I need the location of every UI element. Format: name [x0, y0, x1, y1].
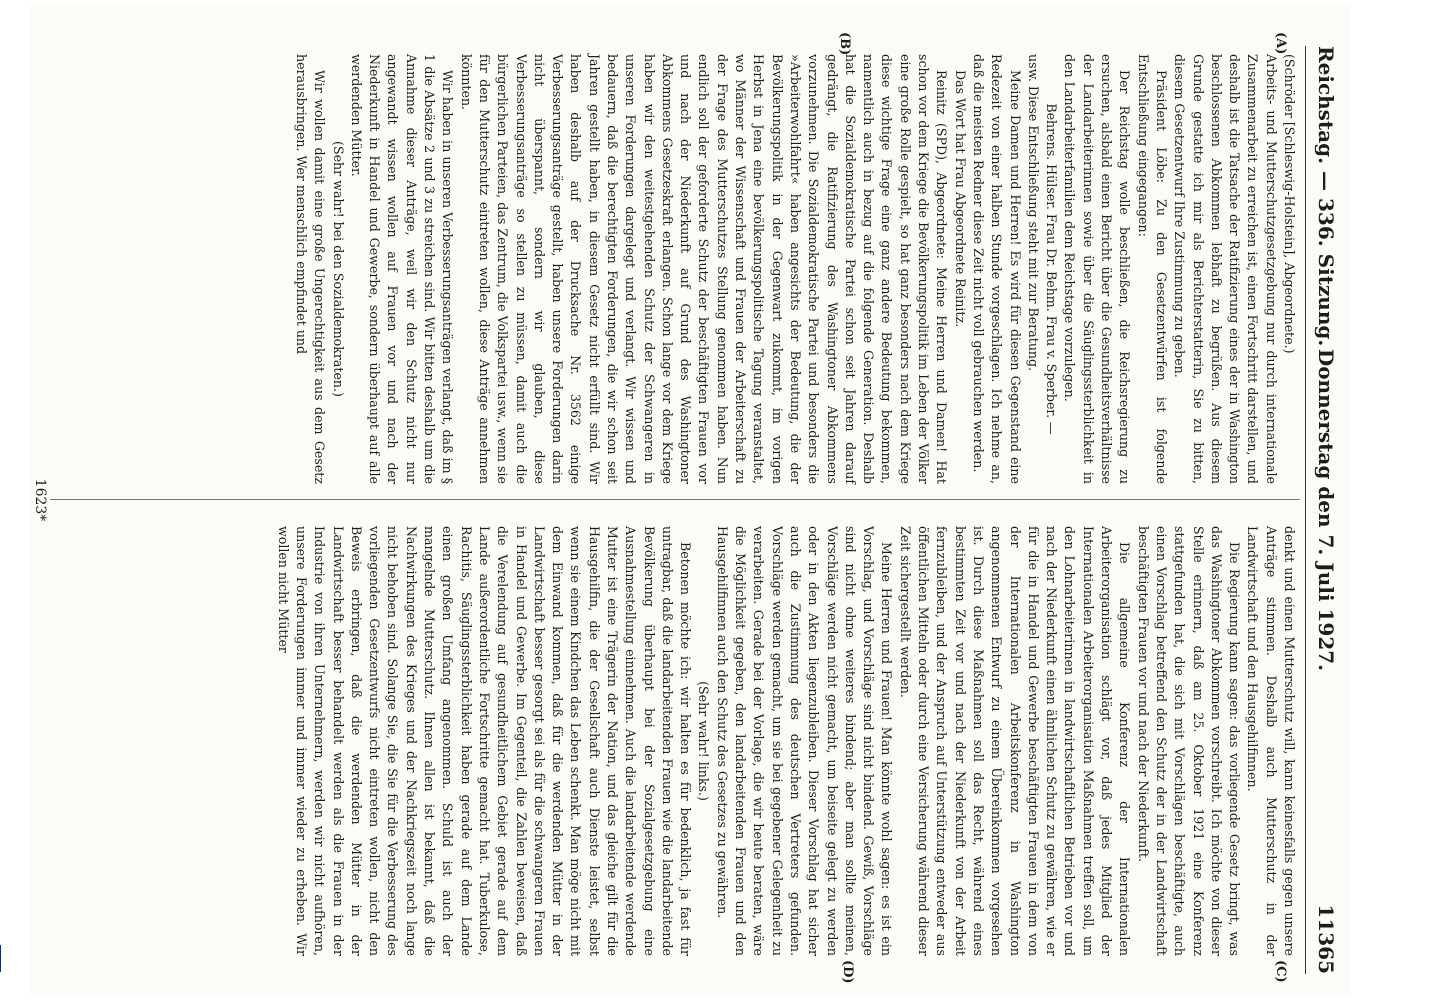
header-rule	[1305, 46, 1306, 974]
credit-line	[0, 0, 4, 972]
margin-mark-b: (B)	[837, 32, 852, 56]
speech-reinitz: Reinitz (SPD), Abgeordnete: Meine Herren und Damen! Hat schon vor dem Kriege die Bevölkerungspolitik im Leben der Völker eine große Rolle gespielt, so hat ganz besonders nach dem Kriege diese wichtige Frage eine ganz andere Bedeutung bekommen, namentlich auch in bezug auf die folgende Generation. Deshalb hat die Sozialdemokratische Partei schon seit Jahren darauf gedrängt, die Ratifizierung des Washingtoner Abkommens vorzunehmen. Die Sozialdemokratische Partei und besonders die »Arbeiterwohlfahrt« haben angesichts der Bedeutung, die der Bevölkerungspolitik in der Gegenwart zukommt, im vorigen Herbst in Jena eine bevölkerungspolitische Tagung veranstaltet, wo Männer der Wissenschaft und Frauen der Arbeiterschaft zu der Frage des Mutterschutzes Stellung genommen haben. Nun endlich soll der geforderte Schutz der beschäftigten Frauen vor und nach der Niederkunft auf Grund des Washingtoner Abkommens Gesetzeskraft erlangen. Schon lange vor dem Kriege haben wir den weitestgehenden Schutz der Schwangeren in unseren Forderungen dargelegt und verlangt. Wir wissen und bedauern, daß die berechtigten Forderungen, die wir schon seit Jahren gestellt haben, in diesem Gesetz nicht erfüllt sind. Wir haben deshalb auf der Drucksache Nr. 3562 einige Verbesserungsanträge gestellt, haben unsere Forderungen darin nicht überspannt, sondern wir glauben, diese Verbesserungsanträge so stellen zu müssen, damit auch die bürgerlichen Parteien, das Zentrum, die Volkspartei usw., wenn sie für den Mutterschutz eintreten wollen, diese Anträge annehmen könnten.	[458, 54, 950, 484]
paragraph: (Schröder [Schleswig-Holstein], Abgeordnete.)	[1282, 54, 1297, 354]
paragraph: Betonen möchte ich: wir halten es für bedenklich, ja fast für untragbar, daß die landarbeitenden Frauen wie die landarbeitende Bevölkerung überhaupt bei der Sozialgesetzgebung eine Ausnahmestellung einnehmen. Auch die landarbeitende werdende Mutter ist eine Trägerin der Nation, und das gleiche gilt für die Hausgehilfin, die der Gesellschaft auch Dienste leistet, selbst wenn sie einem Kindchen das Leben schenkt. Man möge nicht mit dem Einwand kommen, daß für die werdenden Mütter in der Landwirtschaft besser gesorgt sei als für die schwangeren Frauen in Handel und Gewerbe. Im Gegenteil, die Zahlen beweisen, daß die Verelendung auf gesundheitlichem Gebiet gerade auf dem Lande außerordentliche Fortschritte gemacht hat. Tuberkulose, Rachitis, Säuglingssterblichkeit haben gerade auf dem Lande einen großen Umfang angenommen. Schuld ist auch der mangelnde Mutterschutz. Ihnen allen ist bekannt, daß die Nachwirkungen des Krieges und der Nachkriegszeit noch lange nicht behoben sind. Solange Sie, die Sie für die Verbesserung des vorliegenden Gesetzentwurfs nicht eintreten wollen, nicht den Beweis erbringen, daß die werdenden Mütter in der Landwirtschaft besser behandelt werden als die Frauen in der Industrie von ihren Unternehmern, werden wir nicht aufhören, unsere Forderungen immer und immer wieder zu erheben. Wir wollen nicht Mütter	[275, 526, 694, 956]
resolution-text: Der Reichstag wolle beschließen, die Reichsregierung zu ersuchen, alsbald einen Bericht über die Gesundheitsverhältnisse der Landarbeiterinnen sowie über die Säuglingssterblichkeit in den Landarbeiterfamilien dem Reichstage vorzulegen.	[1062, 54, 1133, 484]
interjection: (Sehr wahr! links.)	[696, 681, 712, 801]
interjection: (Sehr wahr! bei den Sozialdemokraten.)	[330, 141, 346, 397]
header-session: Reichstag. — 336. Sitzung.	[1314, 46, 1338, 347]
paragraph: usw. Diese Entschließung steht mit zur Beratung.	[1025, 54, 1041, 372]
paragraph: Meine Herren und Frauen! Man könnte wohl sagen: es ist ein Vorschlag, und Vorschläge sind nicht bindend. Gewiß, Vorschläge sind nicht ohne weiteres bindend; aber man sollte meinen, Vorschläge werden nicht gemacht, um beiseite gelegt zu werden oder in den Akten liegenzubleiben. Dieser Vorschlag hat sicher auch die Zustimmung des deutschen Vertreters gefunden. Vorschläge werden gemacht, um sie bei gegebener Gelegenheit zu verarbeiten. Gerade bei der Vorlage, die wir heute beraten, wäre die Möglichkeit gegeben, den landarbeitenden Frauen und den Hausgehilfinnen auch den Schutz des Gesetzes zu gewähren.	[714, 526, 895, 956]
page-footer-number: 1623*	[32, 478, 48, 522]
signatories: Behrens. Hülser. Frau Dr. Behm. Frau v. Sperber. —	[1044, 103, 1060, 435]
paragraph: Das Wort hat Frau Abgeordnete Reinitz.	[952, 70, 968, 328]
paragraph: Meine Damen und Herren! Es wird für diesen Gegenstand eine Redezeit von einer halben Stunde vorgeschlagen. Ich nehme an, daß die meisten Redner diese Zeit nicht voll gebrauchen werden.	[970, 54, 1023, 484]
quoted-proposal: Die allgemeine Konferenz der Internationalen Arbeiterorganisation schlägt vor, daß jedes Mitglied der Internationalen Arbeiterorganisation Maßnahmen treffen soll, um den Lohnarbeiterinnen in landwirtschaftlichen Betrieben vor und nach der Niederkunft einen ähnlichen Schutz zu gewähren, wie er für die in Handel und Gewerbe beschäftigten Frauen in dem von der Internationalen Arbeitskonferenz in Washington angenommenen Entwurf zu einem Übereinkommen vorgesehen ist. Durch diese Maßnahmen soll das Recht, während eines bestimmten Zeit vor und nach der Niederkunft von der Arbeit fernzubleiben, und der Anspruch auf Unterstützung entweder aus öffentlichen Mitteln oder durch eine Versicherung während dieser Zeit sichergestellt werden.	[897, 526, 1133, 956]
header-page-number: 11365	[1314, 904, 1338, 974]
paragraph: Wir wollen damit eine große Ungerechtigkeit aus dem Gesetz herausbringen. Wer menschlich empfindet und	[293, 54, 328, 484]
margin-mark-d: (D)	[840, 960, 855, 984]
scanned-page	[30, 6, 1350, 994]
digitization-credit	[4, 2, 24, 992]
header-date: Donnerstag den 7. Juli 1927.	[1314, 348, 1338, 672]
dfg-logo	[0, 945, 1, 972]
right-column	[273, 526, 1298, 956]
paragraph: Präsident Löbe: Zu den Gesetzentwürfen ist folgende Entschließung eingegangen:	[1135, 54, 1169, 484]
paragraph: Die Regierung kann sagen: das vorliegende Gesetz bringt, was das Washingtoner Abkommen vorschreibt. Ich möchte von dieser Stelle erinnern, daß am 25. Oktober 1921 eine Konferenz stattgefunden hat, die sich mit Vorschlägen beschäftigte, auch einen Vorschlag betreffend den Schutz der in der Landwirtschaft beschäftigten Frauen vor und nach der Niederkunft.	[1135, 526, 1243, 956]
column-divider	[50, 499, 1300, 500]
paragraph: Arbeits- und Mutterschutzgesetzgebung nur durch internationale Zusammenarbeit zu erreichen ist, einen Fortschritt darstellen, und deshalb ist die Tatsache der Ratifizierung eines der in Washington beschlossenen Abkommen lebhaft zu begrüßen. Aus diesem Grunde gestatte ich mir als Berichterstatterin, Sie zu bitten, diesem Gesetzentwurf Ihre Zustimmung zu geben.	[1172, 54, 1279, 484]
page-header	[1308, 46, 1342, 974]
margin-mark-a: (A)	[1273, 32, 1288, 55]
paragraph: denkt und einen Mutterschutz will, kann keinesfalls gegen unsere Anträge stimmen. Deshalb auch Mutterschutz in der Landwirtschaft und den Hausgehilfinnen.	[1245, 526, 1297, 956]
left-column	[292, 54, 1298, 484]
margin-mark-c: (C)	[1273, 960, 1288, 983]
paragraph: Wir haben in unseren Verbesserungsanträgen verlangt, daß im § 1 die Absätze 2 und 3 zu streichen sind. Wir bitten deshalb um die Annahme dieser Anträge, weil wir den Schutz nicht nur angewandt wissen wollen auf Frauen vor und nach der Niederkunft in Handel und Gewerbe, sondern überhaupt auf alle werdenden Mütter.	[348, 54, 456, 484]
